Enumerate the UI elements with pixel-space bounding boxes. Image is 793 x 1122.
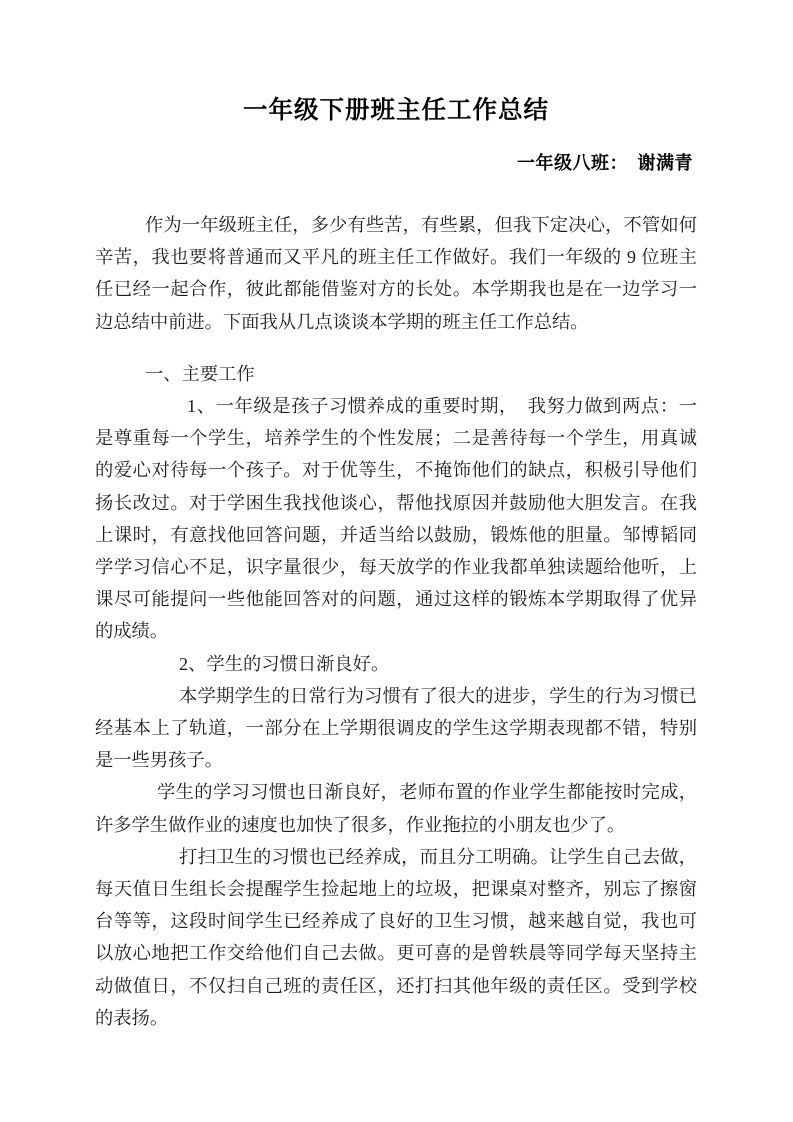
paragraph-point-1-habit-formation: 1、一年级是孩子习惯养成的重要时期， 我努力做到两点：一是尊重每一个学生，培养学生的个性发展；二是善待每一个学生，用真诚的爱心对待每一个孩子。对于优等生，不掩饰他们的缺点，积极引导他们扬长改过。对于学困生我找他谈心，帮他找原因并鼓励他大胆发言。在我上课时，有意找他回答问题，并适当给以鼓励，锻炼他的胆量。邹博韬同学学习信心不足，识字量很少，每天放学的作业我都单独读题给他听，上课尽可能提问一些他能回答对的问题，通过这样的锻炼本学期取得了优异的成绩。 [95, 396, 697, 642]
paragraph-study-habits: 学生的学习习惯也日渐良好，老师布置的作业学生都能按时完成，许多学生做作业的速度也加快了很多，作业拖拉的小朋友也少了。 [95, 782, 697, 835]
paragraph-point-2-habits-improving: 2、学生的习惯日渐良好。 [179, 653, 390, 674]
doc-title: 一年级下册班主任工作总结 [243, 97, 549, 124]
paragraph-cleaning-habits: 打扫卫生的习惯也已经养成，而且分工明确。让学生自己去做，每天值日生组长会提醒学生捡起地上的垃圾，把课桌对整齐，别忘了擦窗台等等，这段时间学生已经养成了良好的卫生习惯，越来越自觉，我也可以放心地把工作交给他们自己去做。更可喜的是曾轶晨等同学每天坚持主动做值日，不仅扫自己班的责任区，还打扫其他年级的责任区。受到学校的表扬。 [95, 846, 697, 1028]
doc-byline: 一年级八班： 谢满青 [517, 153, 693, 174]
paragraph-daily-behavior: 本学期学生的日常行为习惯有了很大的进步，学生的行为习惯已经基本上了轨道，一部分在上学期很调皮的学生这学期表现都不错，特别是一些男孩子。 [95, 685, 697, 771]
section-heading-main-work: 一、主要工作 [145, 363, 255, 384]
doc-body [95, 209, 697, 1034]
paragraph-intro: 作为一年级班主任，多少有些苦，有些累，但我下定决心，不管如何辛苦，我也要将普通而又平凡的班主任工作做好。我们一年级的 9 位班主任已经一起合作，彼此都能借鉴对方的长处。本学期我也是在一边学习一边总结中前进。下面我从几点谈谈本学期的班主任工作总结。 [95, 214, 697, 332]
